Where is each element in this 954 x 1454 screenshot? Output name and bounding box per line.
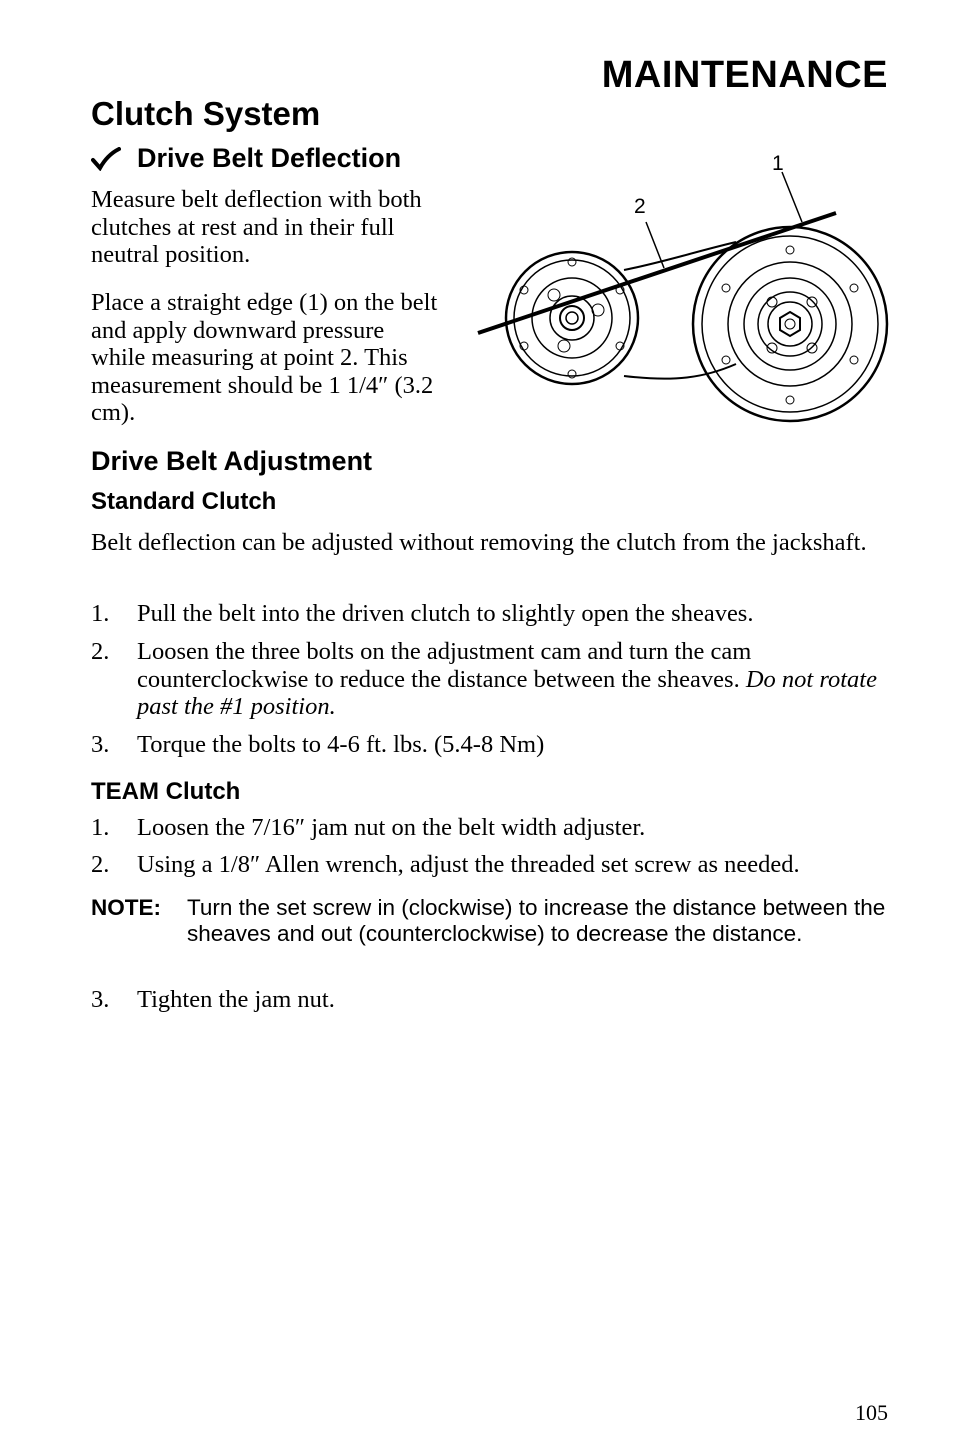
team-step-3 — [91, 986, 891, 1014]
standard-clutch-intro: Belt deflection can be adjusted without removing the clutch from the jackshaft. — [91, 529, 867, 556]
checkmark-icon — [91, 147, 121, 171]
note-text: Turn the set screw in (clockwise) to increase the distance between the sheaves and out (counterclockwise) to decrease the distance. — [187, 895, 886, 946]
deflection-paragraph-2: Place a straight edge (1) on the belt and apply downward pressure while measuring at point 2. This measurement should be 1 1/4″ (3.2 cm). — [91, 289, 438, 426]
standard-step-2 — [91, 638, 891, 721]
step-text: Torque the bolts to 4-6 ft. lbs. (5.4-8 Nm) — [137, 731, 545, 758]
drive-belt-deflection-title: Drive Belt Deflection — [137, 143, 402, 173]
step-text: Using a 1/8″ Allen wrench, adjust the threaded set screw as needed. — [137, 851, 800, 878]
step-emphasis: Do not rotate past the #1 position. — [137, 665, 877, 720]
drive-belt-deflection-heading — [91, 143, 401, 174]
callout-1: 1 — [772, 152, 784, 175]
step-number: 2. — [91, 638, 110, 665]
step-number: 2. — [91, 851, 110, 878]
standard-step-1 — [91, 600, 891, 628]
note-block — [91, 895, 891, 946]
step-text: Loosen the three bolts on the adjustment cam and turn the cam counterclockwise to reduce the distance between the sheaves. — [137, 638, 752, 693]
step-number: 1. — [91, 600, 110, 627]
team-step-2 — [91, 851, 891, 879]
drive-belt-adjustment-heading: Drive Belt Adjustment — [91, 446, 373, 476]
section-header: MAINTENANCE — [601, 54, 888, 96]
callout-1-leader — [782, 172, 802, 222]
step-text: Loosen the 7/16″ jam nut on the belt width adjuster. — [137, 814, 646, 841]
driven-clutch — [693, 227, 887, 421]
page-title: Clutch System — [91, 95, 321, 132]
page-number: 105 — [855, 1400, 888, 1425]
callout-2-leader — [646, 222, 664, 268]
team-clutch-heading: TEAM Clutch — [91, 778, 241, 805]
step-number: 3. — [91, 731, 110, 758]
step-text: Tighten the jam nut. — [137, 986, 335, 1013]
note-label: NOTE: — [91, 895, 161, 920]
drive-belt — [624, 242, 736, 379]
step-text: Pull the belt into the driven clutch to slightly open the sheaves. — [137, 600, 754, 627]
standard-clutch-heading: Standard Clutch — [91, 488, 277, 515]
step-number: 1. — [91, 814, 110, 841]
step-number: 3. — [91, 986, 110, 1013]
clutch-belt-diagram — [474, 150, 894, 440]
deflection-paragraph-1: Measure belt deflection with both clutches at rest and in their full neutral position. — [91, 186, 422, 268]
team-step-1 — [91, 814, 891, 842]
callout-2: 2 — [634, 195, 646, 218]
step-text-wrapper — [91, 638, 891, 721]
standard-step-3 — [91, 731, 891, 759]
